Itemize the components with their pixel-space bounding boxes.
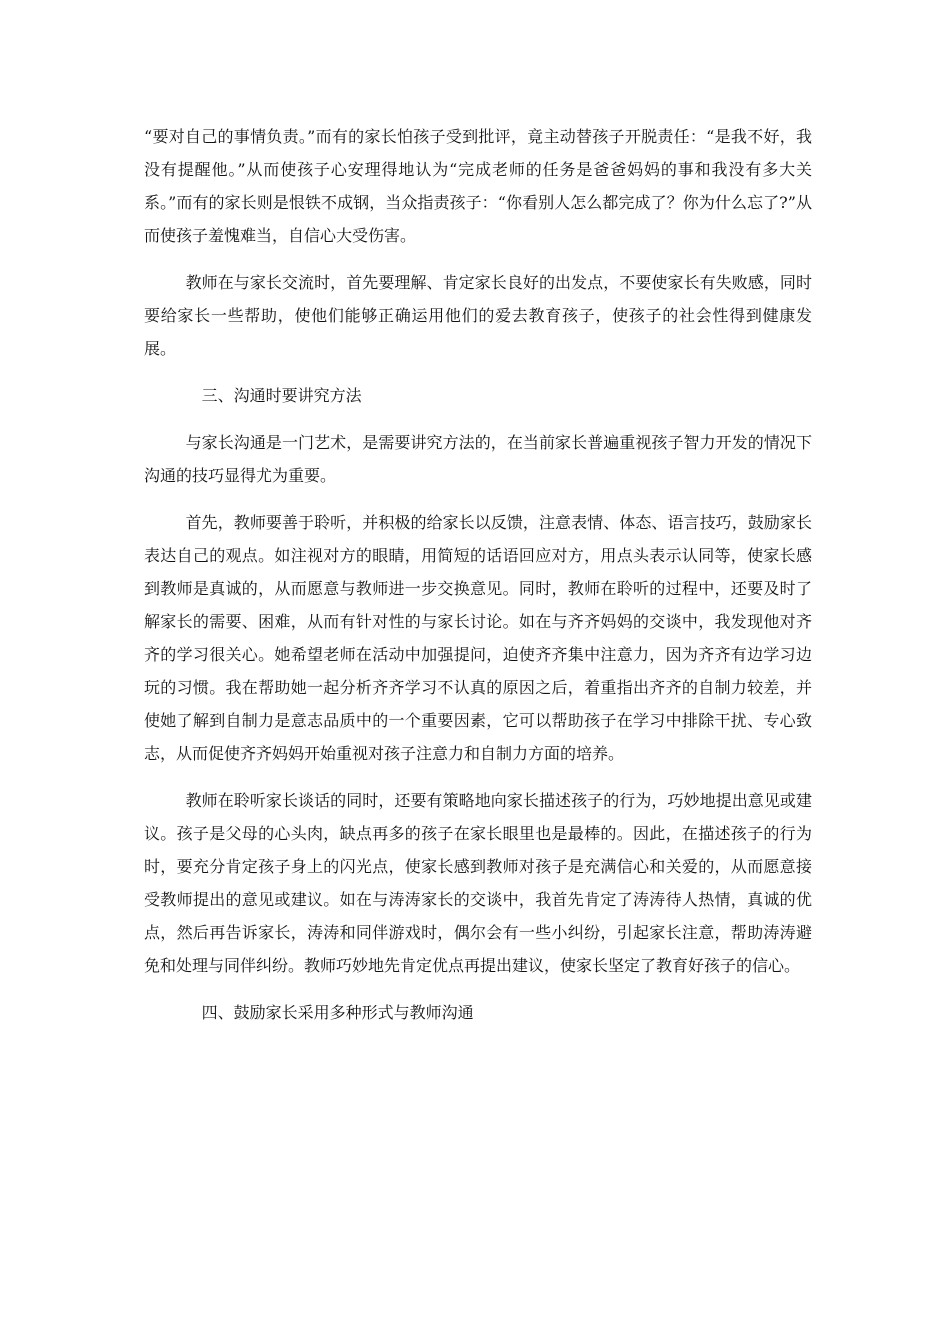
paragraph: 与家长沟通是一门艺术，是需要讲究方法的，在当前家长普遍重视孩子智力开发的情况下沟通的技巧显得尤为重要。 xyxy=(144,433,812,485)
paragraph: 首先，教师要善于聆听，并积极的给家长以反馈，注意表情、体态、语言技巧，鼓励家长表达自己的观点。如注视对方的眼睛，用简短的话语回应对方，用点头表示认同等，使家长感到教师是真诚的，从而愿意与教师进一步交换意见。同时，教师在聆听的过程中，还要及时了解家长的需要、困难，从而有针对性的与家长讨论。如在与齐齐妈妈的交谈中，我发现他对齐齐的学习很关心。她希望老师在活动中加强提问，迫使齐齐集中注意力，因为齐齐有边学习边玩的习惯。我在帮助她一起分析齐齐学习不认真的原因之后，着重指出齐齐的自制力较差，并使她了解到自制力是意志品质中的一个重要因素，它可以帮助孩子在学习中排除干扰、专心致志，从而促使齐齐妈妈开始重视对孩子注意力和自制力方面的培养。 xyxy=(144,513,812,763)
paragraph: 教师在与家长交流时，首先要理解、肯定家长良好的出发点，不要使家长有失败感，同时要给家长一些帮助，使他们能够正确运用他们的爱去教育孩子，使孩子的社会性得到健康发展。 xyxy=(144,273,812,358)
document-body xyxy=(144,120,812,1043)
paragraph: 教师在聆听家长谈话的同时，还要有策略地向家长描述孩子的行为，巧妙地提出意见或建议。孩子是父母的心头肉，缺点再多的孩子在家长眼里也是最棒的。因此，在描述孩子的行为时，要充分肯定孩子身上的闪光点，使家长感到教师对孩子是充满信心和关爱的，从而愿意接受教师提出的意见或建议。如在与涛涛家长的交谈中，我首先肯定了涛涛待人热情，真诚的优点，然后再告诉家长，涛涛和同伴游戏时，偶尔会有一些小纠纷，引起家长注意，帮助涛涛避免和处理与同伴纠纷。教师巧妙地先肯定优点再提出建议，使家长坚定了教育好孩子的信心。 xyxy=(144,791,812,975)
section-heading: 三、沟通时要讲究方法 xyxy=(201,386,362,405)
section-heading: 四、鼓励家长采用多种形式与教师沟通 xyxy=(201,1003,474,1022)
paragraph: “要对自己的事情负责。”而有的家长怕孩子受到批评，竟主动替孩子开脱责任：“是我不好，我没有提醒他。”从而使孩子心安理得地认为“完成老师的任务是爸爸妈妈的事和我没有多大关系。”而有的家长则是恨铁不成钢，当众指责孩子：“你看别人怎么都完成了？你为什么忘了?”从而使孩子羞愧难当，自信心大受伤害。 xyxy=(144,127,812,245)
